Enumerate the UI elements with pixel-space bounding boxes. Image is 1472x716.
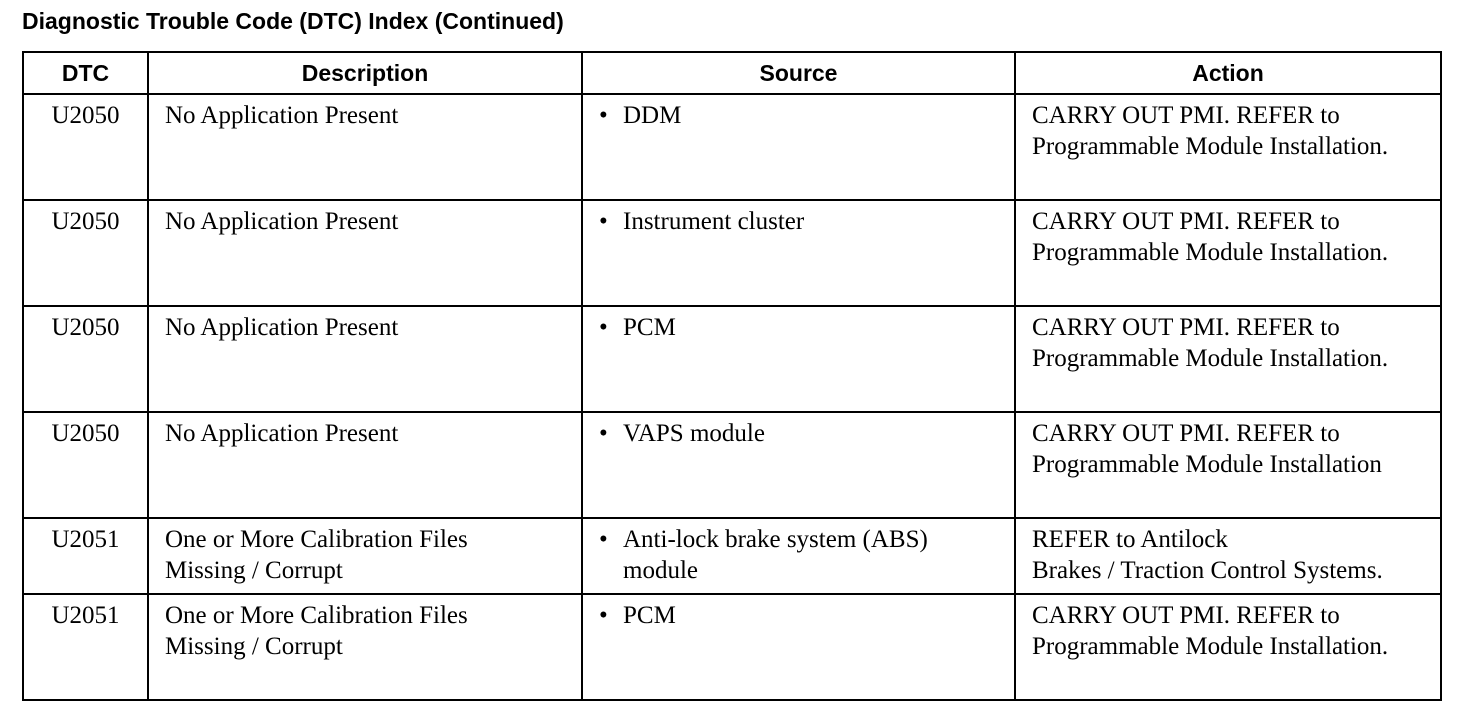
bullet-icon: • <box>599 208 608 235</box>
action-line: CARRY OUT PMI. REFER to <box>1032 602 1340 629</box>
bullet-icon: • <box>599 602 608 629</box>
action-line: Programmable Module Installation. <box>1032 633 1389 660</box>
source-line: VAPS module <box>623 420 765 447</box>
dtc-code-cell: U2050 <box>23 200 148 306</box>
action-cell <box>1015 306 1441 412</box>
description-line: Missing / Corrupt <box>165 633 343 660</box>
table-row <box>23 94 1441 200</box>
action-line: CARRY OUT PMI. REFER to <box>1032 102 1340 129</box>
description-cell <box>148 200 582 306</box>
description-line: No Application Present <box>165 208 399 235</box>
column-header-description: Description <box>148 52 582 94</box>
dtc-index-table <box>22 51 1442 701</box>
bullet-icon: • <box>599 314 608 341</box>
action-line: Programmable Module Installation. <box>1032 345 1389 372</box>
description-line: One or More Calibration Files <box>165 526 468 553</box>
dtc-code-cell: U2051 <box>23 594 148 700</box>
column-header-dtc: DTC <box>23 52 148 94</box>
action-line: Programmable Module Installation. <box>1032 133 1389 160</box>
action-line: CARRY OUT PMI. REFER to <box>1032 208 1340 235</box>
table-header-row <box>23 52 1441 94</box>
table-row <box>23 518 1441 594</box>
table-row <box>23 306 1441 412</box>
source-cell <box>582 306 1015 412</box>
description-line: One or More Calibration Files <box>165 602 468 629</box>
description-line: No Application Present <box>165 314 399 341</box>
source-line: DDM <box>623 102 682 129</box>
source-cell <box>582 94 1015 200</box>
source-line: Instrument cluster <box>623 208 805 235</box>
action-line: Brakes / Traction Control Systems. <box>1032 557 1383 584</box>
dtc-code-cell: U2050 <box>23 412 148 518</box>
table-row <box>23 200 1441 306</box>
page-title: Diagnostic Trouble Code (DTC) Index (Continued) <box>22 8 564 34</box>
action-cell <box>1015 200 1441 306</box>
description-cell <box>148 594 582 700</box>
description-line: Missing / Corrupt <box>165 557 343 584</box>
source-cell <box>582 518 1015 594</box>
description-line: No Application Present <box>165 102 399 129</box>
column-header-action: Action <box>1015 52 1441 94</box>
source-cell <box>582 412 1015 518</box>
source-line: PCM <box>623 314 676 341</box>
bullet-icon: • <box>599 526 608 553</box>
action-line: CARRY OUT PMI. REFER to <box>1032 420 1340 447</box>
description-cell <box>148 94 582 200</box>
bullet-icon: • <box>599 420 608 447</box>
source-line: PCM <box>623 602 676 629</box>
dtc-code-cell: U2050 <box>23 306 148 412</box>
source-line: Anti-lock brake system (ABS) <box>623 526 928 553</box>
dtc-code-cell: U2050 <box>23 94 148 200</box>
description-cell <box>148 412 582 518</box>
source-cell <box>582 594 1015 700</box>
action-cell <box>1015 518 1441 594</box>
action-line: REFER to Antilock <box>1032 526 1228 553</box>
table-row <box>23 594 1441 700</box>
bullet-icon: • <box>599 102 608 129</box>
description-cell <box>148 306 582 412</box>
source-cell <box>582 200 1015 306</box>
action-cell <box>1015 412 1441 518</box>
description-line: No Application Present <box>165 420 399 447</box>
action-line: Programmable Module Installation <box>1032 451 1382 478</box>
action-line: CARRY OUT PMI. REFER to <box>1032 314 1340 341</box>
action-line: Programmable Module Installation. <box>1032 239 1389 266</box>
action-cell <box>1015 94 1441 200</box>
description-cell <box>148 518 582 594</box>
source-line: module <box>623 557 698 584</box>
action-cell <box>1015 594 1441 700</box>
dtc-code-cell: U2051 <box>23 518 148 594</box>
column-header-source: Source <box>582 52 1015 94</box>
table-row <box>23 412 1441 518</box>
